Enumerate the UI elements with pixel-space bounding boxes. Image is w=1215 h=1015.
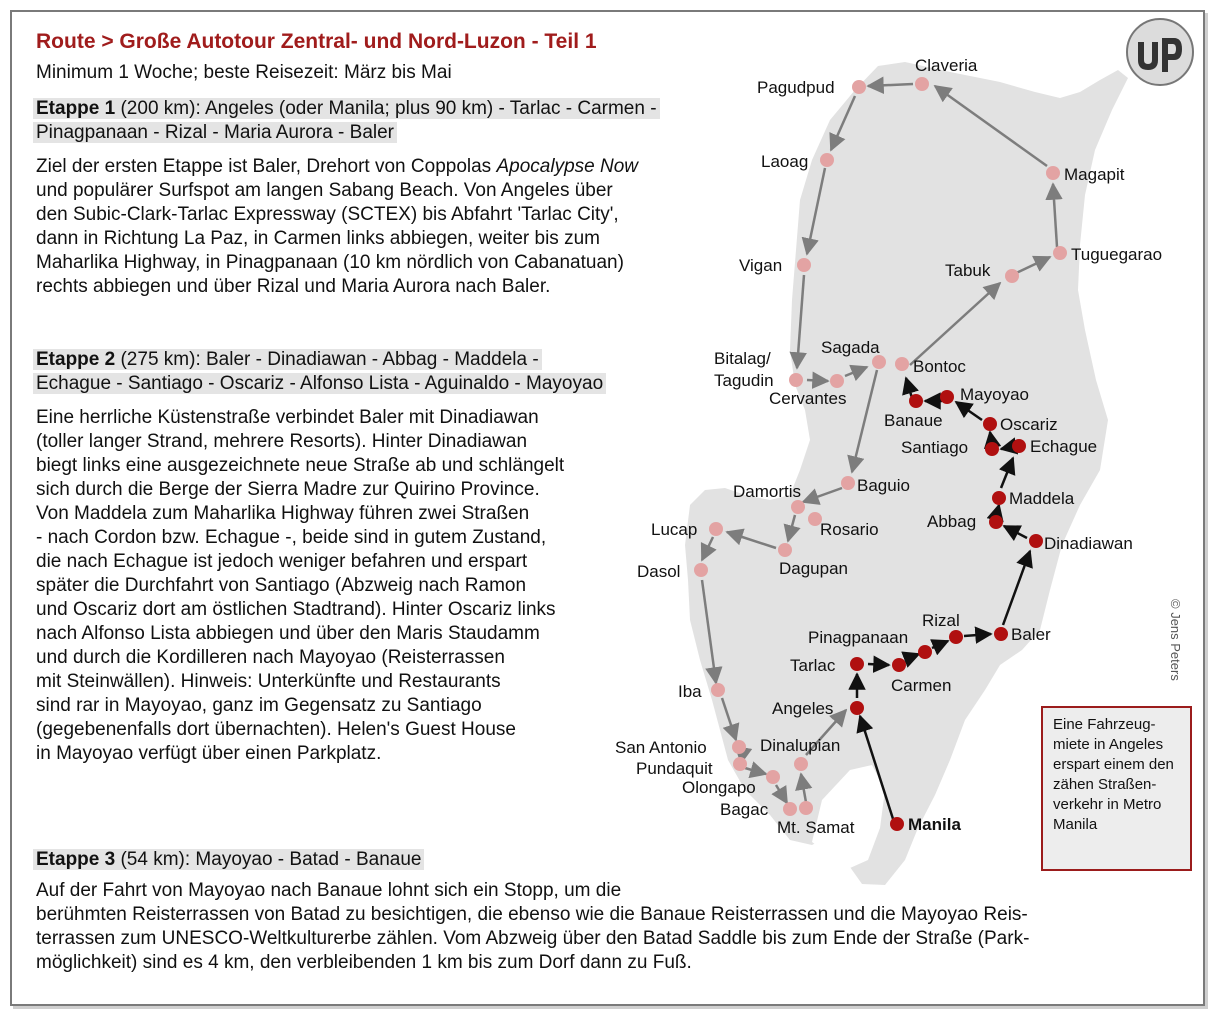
etappe1-line2: und populärer Surfspot am langen Sabang Beach. Von Angeles über	[36, 180, 613, 201]
label-dinalupian: Dinalupian	[760, 736, 841, 755]
label-angeles: Angeles	[772, 699, 834, 718]
etappe2-line: sind rar in Mayoyao, ganz im Gegensatz zu Santiago	[36, 695, 482, 716]
note-line: miete in Angeles	[1053, 736, 1164, 753]
etappe3-section	[36, 848, 1029, 975]
etappe1-line6: rechts abbiegen und über Rizal und Maria Aurora nach Baler.	[36, 276, 551, 297]
page-subtitle: Minimum 1 Woche; beste Reisezeit: März bis Mai	[36, 62, 452, 83]
note-line: zähen Straßen-	[1053, 776, 1157, 793]
etappe2-head2: Echague - Santiago - Oscariz - Alfonso Lista - Aguinaldo - Mayoyao	[33, 373, 606, 394]
label-rosario: Rosario	[820, 520, 879, 539]
label-bitalag: Bitalag/	[714, 349, 771, 368]
publisher-logo	[1124, 16, 1196, 88]
etappe1-head2: Pinagpanaan - Rizal - Maria Aurora - Baler	[33, 122, 397, 143]
etappe3-line: terrassen zum UNESCO-Weltkulturerbe zählen. Vom Abzweig über den Batad Saddle bis zum Ende der Straße (Park-	[36, 928, 1030, 949]
label-iba: Iba	[678, 682, 702, 701]
etappe2-line: in Mayoyao verfügt über einen Parkplatz.	[36, 743, 382, 764]
etappe2-line: (gegebenenfalls dort übernachten). Helen's Guest House	[36, 719, 516, 740]
label-rizal: Rizal	[922, 611, 960, 630]
page-title: Route > Große Autotour Zentral- und Nord-Luzon - Teil 1	[36, 30, 597, 53]
etappe1-line4: dann in Richtung La Paz, in Carmen links abbiegen, weiter bis zum	[36, 228, 600, 249]
label-bontoc: Bontoc	[913, 357, 966, 376]
label-echague: Echague	[1030, 437, 1098, 456]
etappe2-line: - nach Cordon bzw. Echague -, beide sind in gutem Zustand,	[36, 527, 547, 548]
etappe1-film-title: Apocalypse Now	[496, 156, 638, 177]
etappe2-heading-line1	[33, 349, 542, 370]
label-carmen: Carmen	[891, 676, 952, 695]
label-sanantonio: San Antonio	[615, 738, 707, 757]
etappe2-line: später die Durchfahrt von Santiago (Abzweig nach Ramon	[36, 575, 527, 596]
label-santiago: Santiago	[901, 438, 969, 457]
label-mayoyao: Mayoyao	[960, 385, 1029, 404]
etappe3-label: Etappe 3	[36, 849, 116, 870]
etappe1-line1a: Ziel der ersten Etappe ist Baler, Drehort von Coppolas	[36, 156, 497, 177]
etappe1-line3: den Subic-Clark-Tarlac Expressway (SCTEX) bis Abfahrt 'Tarlac City',	[36, 204, 619, 225]
etappe1-heading-line1	[33, 98, 660, 119]
etappe1-head1: (200 km): Angeles (oder Manila; plus 90 km) - Tarlac - Carmen -	[115, 98, 657, 119]
label-dinadiawan: Dinadiawan	[1044, 534, 1133, 553]
label-lucap: Lucap	[651, 520, 698, 539]
note-line: Eine Fahrzeug-	[1053, 716, 1156, 733]
etappe2-line: nach Alfonso Lista abbiegen und über den Maris Staudamm	[36, 623, 540, 644]
etappe2-section	[36, 348, 606, 766]
label-oscariz: Oscariz	[1000, 415, 1058, 434]
etappe2-line: Von Maddela zum Maharlika Highway führen zwei Straßen	[36, 503, 530, 524]
etappe2-head1: (275 km): Baler - Dinadiawan - Abbag - Maddela -	[115, 349, 539, 370]
etappe2-line: mit Steinwällen). Hinweis: Unterkünfte und Restaurants	[36, 671, 501, 692]
etappe2-line: die nach Echague ist jedoch weniger befahren und erspart	[36, 551, 528, 572]
etappe2-line: Eine herrliche Küstenstraße verbindet Baler mit Dinadiawan	[36, 407, 539, 428]
label-damortis: Damortis	[733, 482, 802, 501]
label-abbag: Abbag	[927, 512, 977, 531]
note-line: Manila	[1053, 816, 1098, 833]
label-laoag: Laoag	[761, 152, 809, 171]
note-line: verkehr in Metro	[1053, 796, 1162, 813]
label-magapit: Magapit	[1064, 165, 1125, 184]
etappe1-line5: Maharlika Highway, in Pinagpanaan (10 km nördlich von Cabanatuan)	[36, 252, 624, 273]
etappe2-line: (toller langer Strand, mehrere Resorts). Hinter Dinadiawan	[36, 431, 528, 452]
copyright-credit: © Jens Peters	[1168, 599, 1183, 681]
note-line: erspart einem den	[1053, 756, 1174, 773]
label-baguio: Baguio	[857, 476, 910, 495]
label-tarlac: Tarlac	[790, 656, 836, 675]
label-claveria: Claveria	[915, 56, 978, 75]
label-banaue: Banaue	[884, 411, 943, 430]
label-pinagpanaan: Pinagpanaan	[808, 628, 909, 647]
label-dasol: Dasol	[637, 562, 681, 581]
etappe2-line: biegt links eine ausgezeichnete neue Straße ab und schlängelt	[36, 455, 565, 476]
etappe2-line: sich durch die Berge der Sierra Madre zur Quirino Province.	[36, 479, 540, 500]
label-pundaquit: Pundaquit	[636, 759, 713, 778]
label-cervantes: Cervantes	[769, 389, 847, 408]
label-tabuk: Tabuk	[945, 261, 991, 280]
etappe3-line: berühmten Reisterrassen von Batad zu besichtigen, die ebenso wie die Banaue Reisterrassen und die Mayoyao Reis-	[36, 904, 1028, 925]
label-dagupan: Dagupan	[779, 559, 849, 578]
label-pagudpud: Pagudpud	[757, 78, 835, 97]
etappe1-section	[36, 97, 660, 299]
etappe3-heading-line1	[33, 849, 424, 870]
etappe3-head1: (54 km): Mayoyao - Batad - Banaue	[115, 849, 422, 870]
etappe3-line: möglichkeit) sind es 4 km, den verbleibenden 1 km bis zum Dorf dann zu Fuß.	[36, 952, 692, 973]
etappe1-label: Etappe 1	[36, 98, 116, 119]
label-bagac: Bagac	[720, 800, 769, 819]
rental-note-box	[1041, 706, 1192, 871]
label-vigan: Vigan	[739, 256, 783, 275]
label-tuguegarao: Tuguegarao	[1071, 245, 1163, 264]
label-baler: Baler	[1011, 625, 1051, 644]
etappe2-line: und durch die Kordilleren nach Mayoyao (Reisterrassen	[36, 647, 505, 668]
label-tagudin: Tagudin	[714, 371, 774, 390]
label-manila: Manila	[908, 815, 961, 834]
etappe3-line: Auf der Fahrt von Mayoyao nach Banaue lohnt sich ein Stopp, um die	[36, 880, 622, 901]
label-maddela: Maddela	[1009, 489, 1075, 508]
label-mtsamat: Mt. Samat	[777, 818, 855, 837]
etappe2-label: Etappe 2	[36, 349, 116, 370]
label-olongapo: Olongapo	[682, 778, 756, 797]
label-sagada: Sagada	[821, 338, 880, 357]
etappe2-line: und Oscariz dort am östlichen Stadtrand). Hinter Oscariz links	[36, 599, 556, 620]
